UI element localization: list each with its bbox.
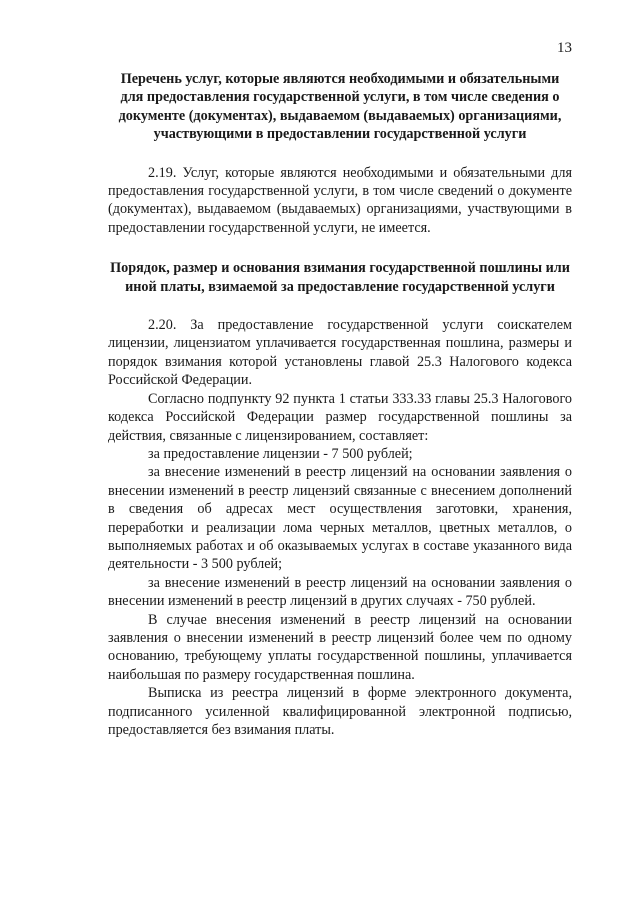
section-heading-fees: Порядок, размер и основания взимания государственной пошлины или иной платы, взимаемой за предоставление государственной услуги (110, 260, 570, 295)
paragraph-2-19: 2.19. Услуг, которые являются необходимыми и обязательными для предоставления государственной услуги, в том числе сведений о документе (документах), выдаваемом (выдаваемых) организациями, участвующими в предоставлении государственной услуги, не имеется. (108, 164, 572, 236)
paragraph-fee-license: за предоставление лицензии - 7 500 рублей; (148, 445, 413, 462)
document-body (108, 70, 572, 739)
section-heading-services: Перечень услуг, которые являются необходимыми и обязательными для предоставления государственной услуги, в том числе сведения о документе (документах), выдаваемом (выдаваемых) организациями, участвующими в предоставлении государственной услуги (118, 71, 562, 143)
paragraph-multiple-grounds: В случае внесения изменений в реестр лицензий на основании заявления о внесении изменений в реестр лицензий более чем по одному основанию, требующему уплаты государственной пошлины, уплачивается наибольшая по размеру государственная пошлина. (108, 611, 572, 683)
paragraph-fee-changes-other: за внесение изменений в реестр лицензий на основании заявления о внесении изменений в реестр лицензий в других случаях - 750 рублей. (108, 574, 572, 610)
paragraph-fee-basis: Согласно подпункту 92 пункта 1 статьи 333.33 главы 25.3 Налогового кодекса Российской Федерации размер государственной пошлины за действия, связанные с лицензированием, составляет: (108, 390, 572, 444)
paragraph-fee-changes-addresses: за внесение изменений в реестр лицензий на основании заявления о внесении изменений в реестр лицензий связанные с внесением дополнений в сведения об адресах мест осуществления заготовки, хранения, переработки и реализации лома черных металлов, цветных металлов, о выполняемых работах и об оказываемых услугах в составе указанного вида деятельности - 3 500 рублей; (108, 464, 572, 573)
paragraph-2-20: 2.20. За предоставление государственной услуги соискателем лицензии, лицензиатом уплачивается государственная пошлина, размеры и порядок взимания которой установлены главой 25.3 Налогового кодекса Российской Федерации. (108, 317, 572, 389)
page-number: 13 (557, 40, 572, 56)
paragraph-registry-extract: Выписка из реестра лицензий в форме электронного документа, подписанного усиленной квалифицированной электронной подписью, предоставляется без взимания платы. (108, 685, 572, 738)
